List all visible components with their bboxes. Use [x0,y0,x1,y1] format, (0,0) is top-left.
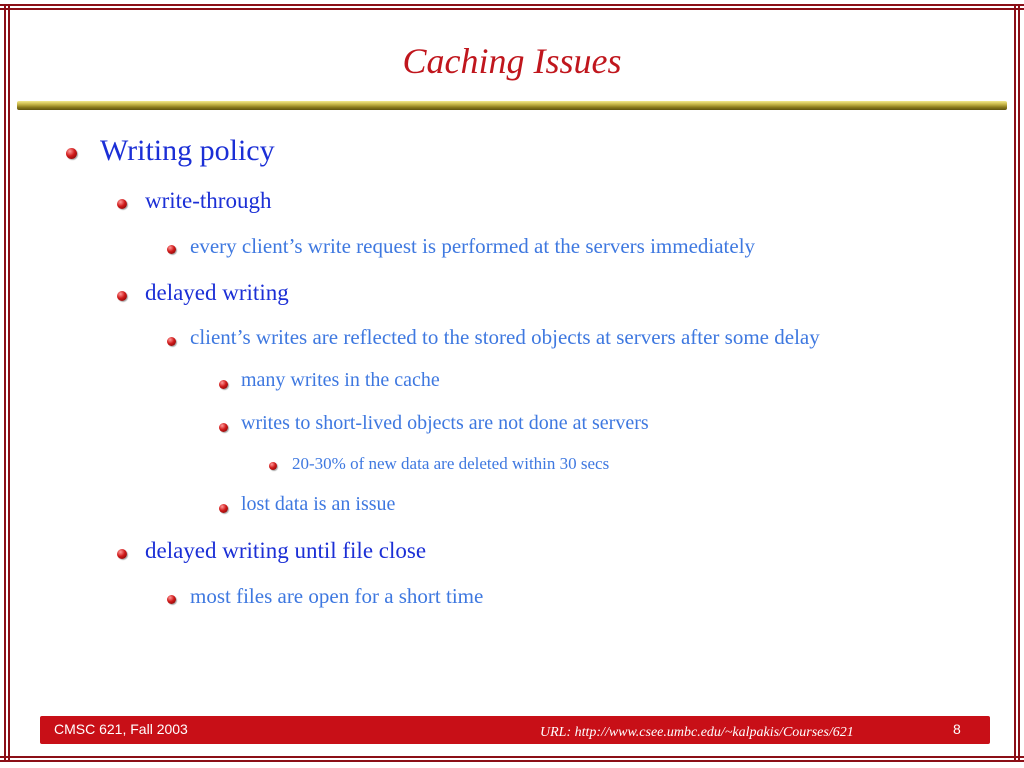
bullet-text: every client’s write request is performed at the servers immediately [190,234,756,258]
bullet-text: writes to short-lived objects are not done at servers [241,412,649,434]
slide-frame-left [4,4,10,762]
red-sphere-bullet-icon [219,423,228,432]
title-underline-rule [17,101,1007,110]
footer-course: CMSC 621, Fall 2003 [54,721,188,737]
red-sphere-bullet-icon [167,245,176,254]
bullet-text: client’s writes are reflected to the stored objects at servers after some delay [190,325,820,349]
red-sphere-bullet-icon [269,462,277,470]
bullet-text: 20-30% of new data are deleted within 30 secs [292,454,610,473]
bullet-text: write-through [145,188,272,213]
red-sphere-bullet-icon [117,199,127,209]
slide-frame-right [1014,4,1020,762]
page-number: 8 [953,721,961,737]
red-sphere-bullet-icon [66,148,77,159]
bullet-text: Writing policy [100,134,275,167]
bullet-text: many writes in the cache [241,369,440,391]
red-sphere-bullet-icon [219,504,228,513]
red-sphere-bullet-icon [219,380,228,389]
bullet-text: delayed writing until file close [145,538,427,563]
red-sphere-bullet-icon [167,337,176,346]
bullet-text: delayed writing [145,280,289,305]
slide-frame-top [0,4,1024,10]
footer-url: URL: http://www.csee.umbc.edu/~kalpakis/Courses/621 [540,725,854,740]
bullet-text: most files are open for a short time [190,584,484,608]
red-sphere-bullet-icon [117,549,127,559]
red-sphere-bullet-icon [167,595,176,604]
slide-frame-bottom [0,756,1024,762]
slide-title: Caching Issues [402,41,622,81]
red-sphere-bullet-icon [117,291,127,301]
bullet-text: lost data is an issue [241,493,396,515]
